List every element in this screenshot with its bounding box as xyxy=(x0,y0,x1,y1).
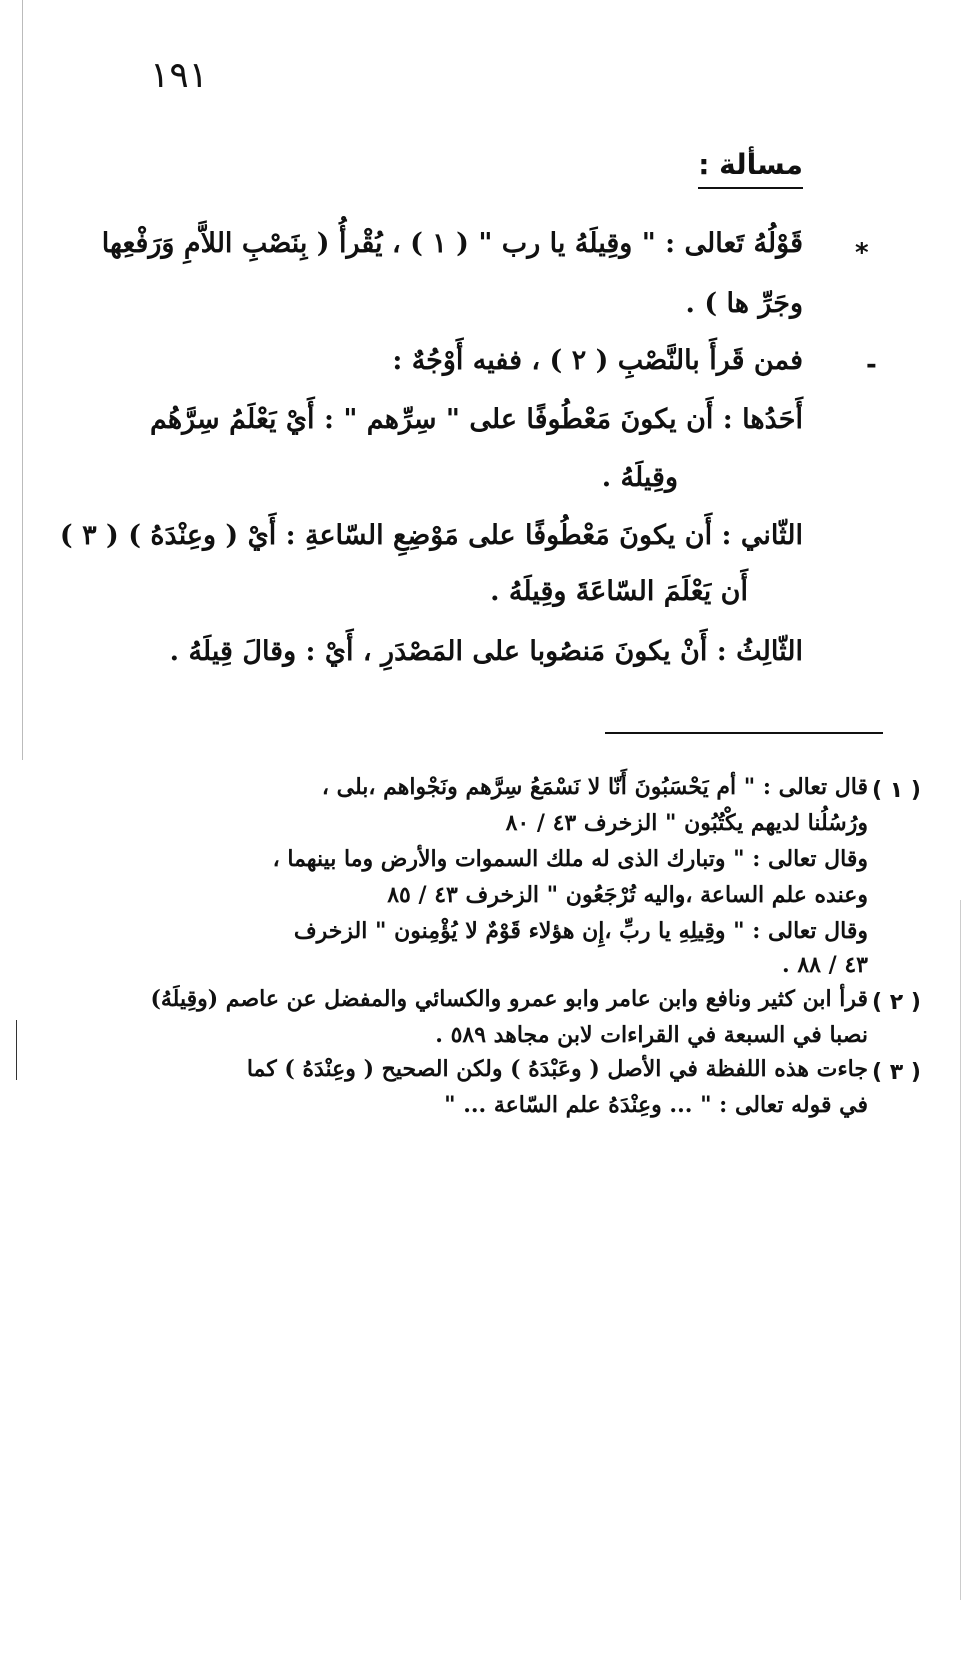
footnote-line: قرأ ابن كثير ونافع وابن عامر وابو عمرو والكسائي والمفضل عن عاصم (وقِيلَهُ) xyxy=(150,986,868,1012)
section-heading: مسألة : xyxy=(698,148,803,189)
footnote-line: ٤٣ / ٨٨ . xyxy=(782,952,868,978)
body-line: الثّالِثُ : أَنْ يكونَ مَنصُوبا على المَصْدَرِ ، أَيْ : وقالَ قِيلَهُ . xyxy=(169,636,803,667)
footnote-number: ( ٢ ) xyxy=(872,990,921,1015)
dash-marker: - xyxy=(866,350,877,380)
body-line: فمن قَرأَ بالنَّصْبِ ( ٢ ) ، ففيه أَوْجُهٌ : xyxy=(392,345,803,376)
star-marker: * xyxy=(855,238,869,268)
body-line: أَحَدُها : أَن يكونَ مَعْطُوفًا على " سِرِّهم " : أَيْ يَعْلَمُ سِرَّهُم xyxy=(149,404,803,435)
body-line: الثّاني : أَن يكونَ مَعْطُوفًا على مَوْضِعِ السّاعةِ : أَيْ ( وعِنْدَهُ ) ( ٣ ) xyxy=(59,520,803,551)
footnote-number: ( ٣ ) xyxy=(872,1060,921,1085)
body-line: وجَرِّ ها ) . xyxy=(685,288,803,319)
footnote-line: قال تعالى : " أم يَحْسَبُونَ أَنّا لا نَسْمَعُ سِرَّهم ونَجْواهم ،بلى ، xyxy=(321,774,868,800)
footnote-line: ورُسُلُنا لديهم يكْتُبُون " الزخرف ٤٣ / ٨٠ xyxy=(505,810,868,836)
footnote-divider xyxy=(605,732,883,734)
body-line: أَن يَعْلَمَ السّاعَةَ وقِيلَهُ . xyxy=(490,576,748,607)
footnote-line: جاءت هذه اللفظة في الأصل ( وعَبْدَهُ ) ولكن الصحيح ( وعِنْدَهُ ) كما xyxy=(246,1056,868,1082)
footnote-line: نصبا في السبعة في القراءات لابن مجاهد ٥٨٩ . xyxy=(435,1022,868,1048)
scan-edge-line xyxy=(960,900,961,1600)
footnote-line: وقال تعالى : " وقِيلِهِ يا ربِّ ،إِن هؤلاء قَوْمٌ لا يُؤْمِنون " الزخرف xyxy=(293,918,868,944)
body-line: وقِيلَهُ . xyxy=(601,462,678,493)
page-number: ١٩١ xyxy=(150,55,209,96)
footnote-line: في قوله تعالى : " ... وعِنْدَهُ علم السّاعة ... " xyxy=(444,1092,868,1118)
footnote-line: وقال تعالى : " وتبارك الذى له ملك السموات والأرض وما بينهما ، xyxy=(272,846,868,872)
scan-edge-line xyxy=(22,0,23,760)
scan-edge-mark xyxy=(16,1020,17,1080)
body-line: قَوْلُهُ تَعالى : " وقِيلَهُ يا رب " ( ١ ) ، يُقْرأُ ( بِنَصْبِ اللاَّمِ وَرَفْعِها xyxy=(101,228,803,259)
footnote-number: ( ١ ) xyxy=(872,778,921,803)
footnote-line: وعنده علم الساعة ،واليه تُرْجَعُون " الزخرف ٤٣ / ٨٥ xyxy=(387,882,868,908)
